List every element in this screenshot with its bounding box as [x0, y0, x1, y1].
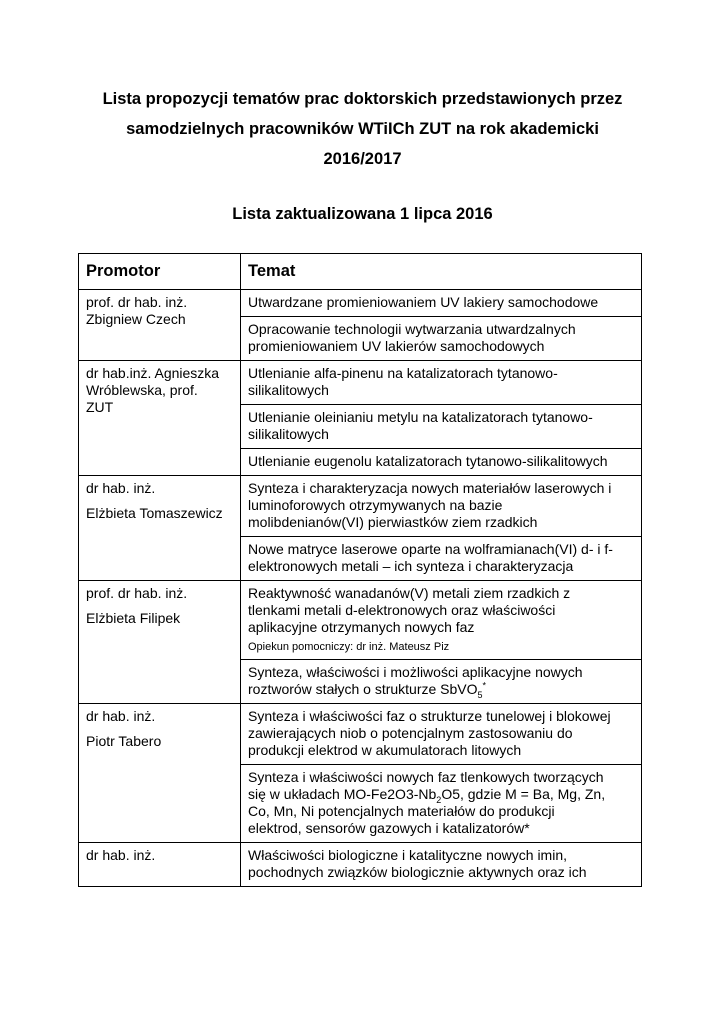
promotor-line: prof. dr hab. inż.	[86, 585, 188, 601]
promotor-line: dr hab. inż.	[86, 847, 156, 863]
topic-line: luminoforowych otrzymywanych na bazie	[248, 497, 503, 513]
table-header-row	[79, 254, 642, 290]
topic-line: Utlenianie oleinianiu metylu na katalizatorach tytanowo-	[248, 409, 593, 425]
topic-cell	[241, 843, 642, 887]
table-row	[79, 290, 642, 317]
topic-text: się w układach MO-Fe2O3-Nb	[248, 786, 437, 802]
topic-cell	[241, 449, 642, 476]
promotor-line: Elżbieta Filipek	[86, 610, 181, 626]
promotor-line: Elżbieta Tomaszewicz	[86, 505, 223, 521]
topic-line: elektrod, sensorów gazowych i katalizatorów*	[248, 820, 530, 836]
title-line-1: Lista propozycji tematów prac doktorskich przedstawionych przez	[102, 90, 623, 108]
header-promotor: Promotor	[79, 254, 241, 290]
topic-line: aplikacyjne otrzymanych nowych faz	[248, 619, 475, 635]
topic-cell	[241, 290, 642, 317]
promotor-cell	[79, 476, 241, 581]
promotor-cell	[79, 290, 241, 361]
topic-line: Utlenianie eugenolu katalizatorach tytanowo-silikalitowych	[248, 453, 608, 469]
promotor-line: ZUT	[86, 399, 114, 415]
topic-line: Reaktywność wanadanów(V) metali ziem rzadkich z	[248, 585, 571, 601]
promotor-line: prof. dr hab. inż.	[86, 294, 188, 310]
promotor-line: dr hab. inż.	[86, 708, 156, 724]
table-row	[79, 361, 642, 405]
topic-line: silikalitowych	[248, 382, 329, 398]
table-row	[79, 704, 642, 765]
table-row	[79, 581, 642, 660]
subscript: 5	[477, 689, 483, 700]
topic-cell	[241, 765, 642, 843]
topic-line: elektronowych metali – ich synteza i charakteryzacja	[248, 558, 574, 574]
update-note: Lista zaktualizowana 1 lipca 2016	[232, 205, 493, 223]
table-row	[79, 843, 642, 887]
topic-line: Opracowanie technologii wytwarzania utwardzalnych	[248, 321, 576, 337]
topic-line: Właściwości biologiczne i katalityczne nowych imin,	[248, 847, 568, 863]
topic-cell	[241, 660, 642, 704]
topic-line: Utwardzane promieniowaniem UV lakiery samochodowe	[248, 294, 599, 310]
topic-line: Utlenianie alfa-pinenu na katalizatorach tytanowo-	[248, 365, 558, 381]
topic-line	[248, 681, 635, 698]
topic-line: promieniowaniem UV lakierów samochodowych	[248, 338, 545, 354]
topic-line: Synteza i właściwości nowych faz tlenkowych tworzących	[248, 769, 604, 785]
topic-line: Co, Mn, Ni potencjalnych materiałów do produkcji	[248, 803, 555, 819]
promotor-line: dr hab.inż. Agnieszka	[86, 365, 220, 381]
topic-line: silikalitowych	[248, 426, 329, 442]
topic-cell	[241, 537, 642, 581]
topic-cell	[241, 581, 642, 660]
topic-line	[248, 786, 635, 803]
topic-cell	[241, 405, 642, 449]
assistant-supervisor-note: Opiekun pomocniczy: dr inż. Mateusz Piz	[248, 641, 450, 653]
title-line-2: samodzielnych pracowników WTiICh ZUT na rok akademicki	[126, 120, 599, 138]
topic-line: produkcji elektrod w akumulatorach litowych	[248, 742, 522, 758]
topic-line: tlenkami metali d-elektronowych oraz właściwości	[248, 602, 556, 618]
topic-line: molibdenianów(VI) pierwiastków ziem rzadkich	[248, 514, 538, 530]
topic-line: zawierających niob o potencjalnym zastosowaniu do	[248, 725, 573, 741]
topic-cell	[241, 476, 642, 537]
topic-line: Synteza i właściwości faz o strukturze tunelowej i blokowej	[248, 708, 611, 724]
subscript: 2	[436, 794, 442, 805]
promotor-cell	[79, 361, 241, 476]
title-line-3: 2016/2017	[323, 150, 402, 168]
topic-line: Synteza i charakteryzacja nowych materiałów laserowych i	[248, 480, 612, 496]
promotor-cell	[79, 704, 241, 843]
topic-line: Synteza, właściwości i możliwości aplikacyjne nowych	[248, 664, 583, 680]
promotor-line: Wróblewska, prof.	[86, 382, 198, 398]
promotor-cell	[79, 581, 241, 704]
topic-line: pochodnych związków biologicznie aktywnych oraz ich	[248, 864, 587, 880]
topic-text: O5, gdzie M = Ba, Mg, Zn,	[441, 786, 606, 802]
promotor-line: Zbigniew Czech	[86, 311, 186, 327]
topic-cell	[241, 361, 642, 405]
promotor-cell	[79, 843, 241, 887]
topic-cell	[241, 317, 642, 361]
document-title	[60, 84, 665, 174]
promotor-line: dr hab. inż.	[86, 480, 156, 496]
topics-table	[78, 253, 642, 887]
topic-text: roztworów stałych o strukturze SbVO	[248, 681, 478, 697]
promotor-line: Piotr Tabero	[86, 733, 162, 749]
table-row	[79, 476, 642, 537]
topic-line: Nowe matryce laserowe oparte na wolframianach(VI) d- i f-	[248, 541, 613, 557]
header-temat: Temat	[241, 254, 642, 290]
superscript: *	[482, 680, 487, 691]
topic-cell	[241, 704, 642, 765]
